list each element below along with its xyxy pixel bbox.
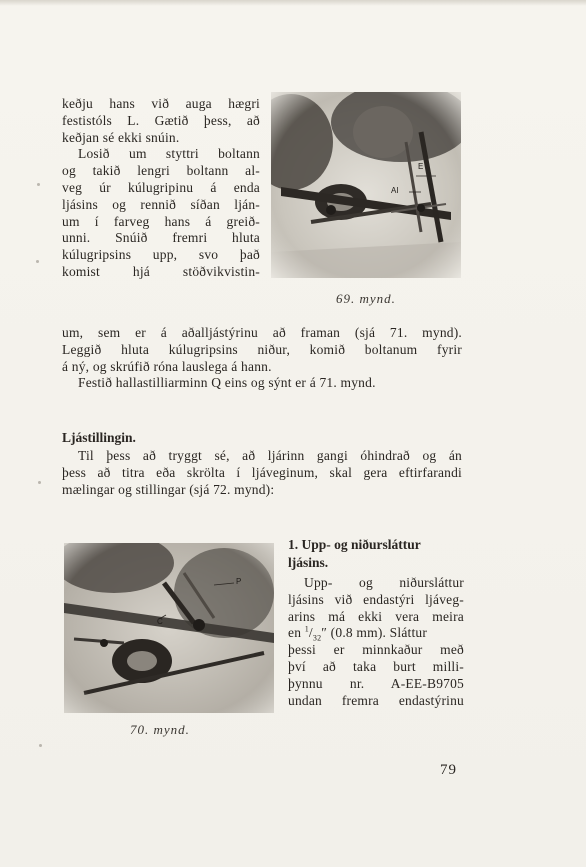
fraction-suffix: ″ (0.8 mm). Sláttur	[321, 625, 428, 641]
figure-69-caption: 69. mynd.	[336, 291, 396, 306]
fraction-prefix: en	[288, 625, 305, 641]
text-line: Losið um styttri boltann	[78, 146, 260, 162]
text-line: veg úr kúlugripinu á enda	[62, 179, 260, 195]
text-line: unni. Snúið fremri hluta	[62, 230, 260, 246]
section-paragraph	[62, 448, 462, 498]
fraction-numerator: 1	[304, 625, 309, 634]
text-line: þessi er minnkaður með	[288, 642, 464, 658]
text-line: þess að titra eða skrölta í ljáveginum, skal gera eftirfarandi	[62, 464, 462, 480]
text-line: Til þess að tryggt sé, að ljárinn gangi óhindrað og án	[78, 448, 462, 463]
text-line: Upp- og niðursláttur	[304, 575, 464, 590]
text-line: þynnu nr. A-EE-B9705	[288, 675, 464, 691]
fraction-denominator: 32	[312, 634, 322, 643]
text-line: arins má ekki vera meira	[288, 608, 464, 624]
full-paragraph	[62, 325, 462, 392]
text-line: undan fremra endastýrinu	[288, 692, 464, 708]
text-line: festistóls L. Gætið þess, að	[62, 112, 260, 128]
text-line: Festið hallastilliarminn Q eins og sýnt er á 71. mynd.	[78, 375, 376, 391]
paper-speck	[38, 481, 41, 484]
page-top-edge	[0, 0, 586, 6]
paper-speck	[36, 260, 39, 263]
subsection-heading-line2: ljásins.	[288, 555, 329, 570]
text-line: um í farveg hans á greið-	[62, 213, 260, 229]
text-line: því að taka burt milli-	[288, 658, 464, 674]
text-line: ljásins við endastýri ljáveg-	[288, 591, 464, 607]
page-number: 79	[440, 762, 457, 778]
text-line: kúlugripsins upp, svo það	[62, 247, 260, 263]
figure-label-p: P	[236, 577, 242, 586]
figure-70-caption: 70. mynd.	[130, 722, 190, 737]
text-line: og takið lengri boltann al-	[62, 163, 260, 179]
text-line: Leggið hluta kúlugripsins niður, komið boltanum fyrir	[62, 341, 462, 357]
fraction-line: en $^1/_{32}''$ (0.8 mm). Sláttur	[288, 625, 428, 643]
figure-69-photo	[271, 92, 461, 278]
text-line: ljásins og rennið síðan lján-	[62, 196, 260, 212]
subsection-paragraph	[288, 575, 464, 709]
subsection-heading-line1: 1. Upp- og niðursláttur	[288, 537, 421, 552]
text-line: keðjan sé ekki snúin.	[62, 129, 180, 145]
text-line: keðju hans við auga hægri	[62, 96, 260, 111]
mower-photo-illustration	[271, 92, 461, 278]
column-paragraph	[62, 96, 260, 281]
text-line: um, sem er á aðalljástýrinu að framan (sjá 71. mynd).	[62, 325, 462, 340]
text-line: komist hjá stöðvikvistin-	[62, 263, 260, 279]
section-heading: Ljástillingin.	[62, 430, 136, 445]
figure-label-c: C	[157, 617, 163, 626]
paper-speck	[39, 744, 42, 747]
mower-photo-illustration	[64, 543, 274, 713]
figure-label-ai: AI	[391, 186, 399, 195]
figure-70-photo	[64, 543, 274, 713]
figure-label-e: E	[418, 162, 424, 171]
paper-speck	[37, 183, 40, 186]
text-line: á ný, og skrúfið róna lauslega á hann.	[62, 358, 272, 374]
text-line: mælingar og stillingar (sjá 72. mynd):	[62, 481, 275, 497]
